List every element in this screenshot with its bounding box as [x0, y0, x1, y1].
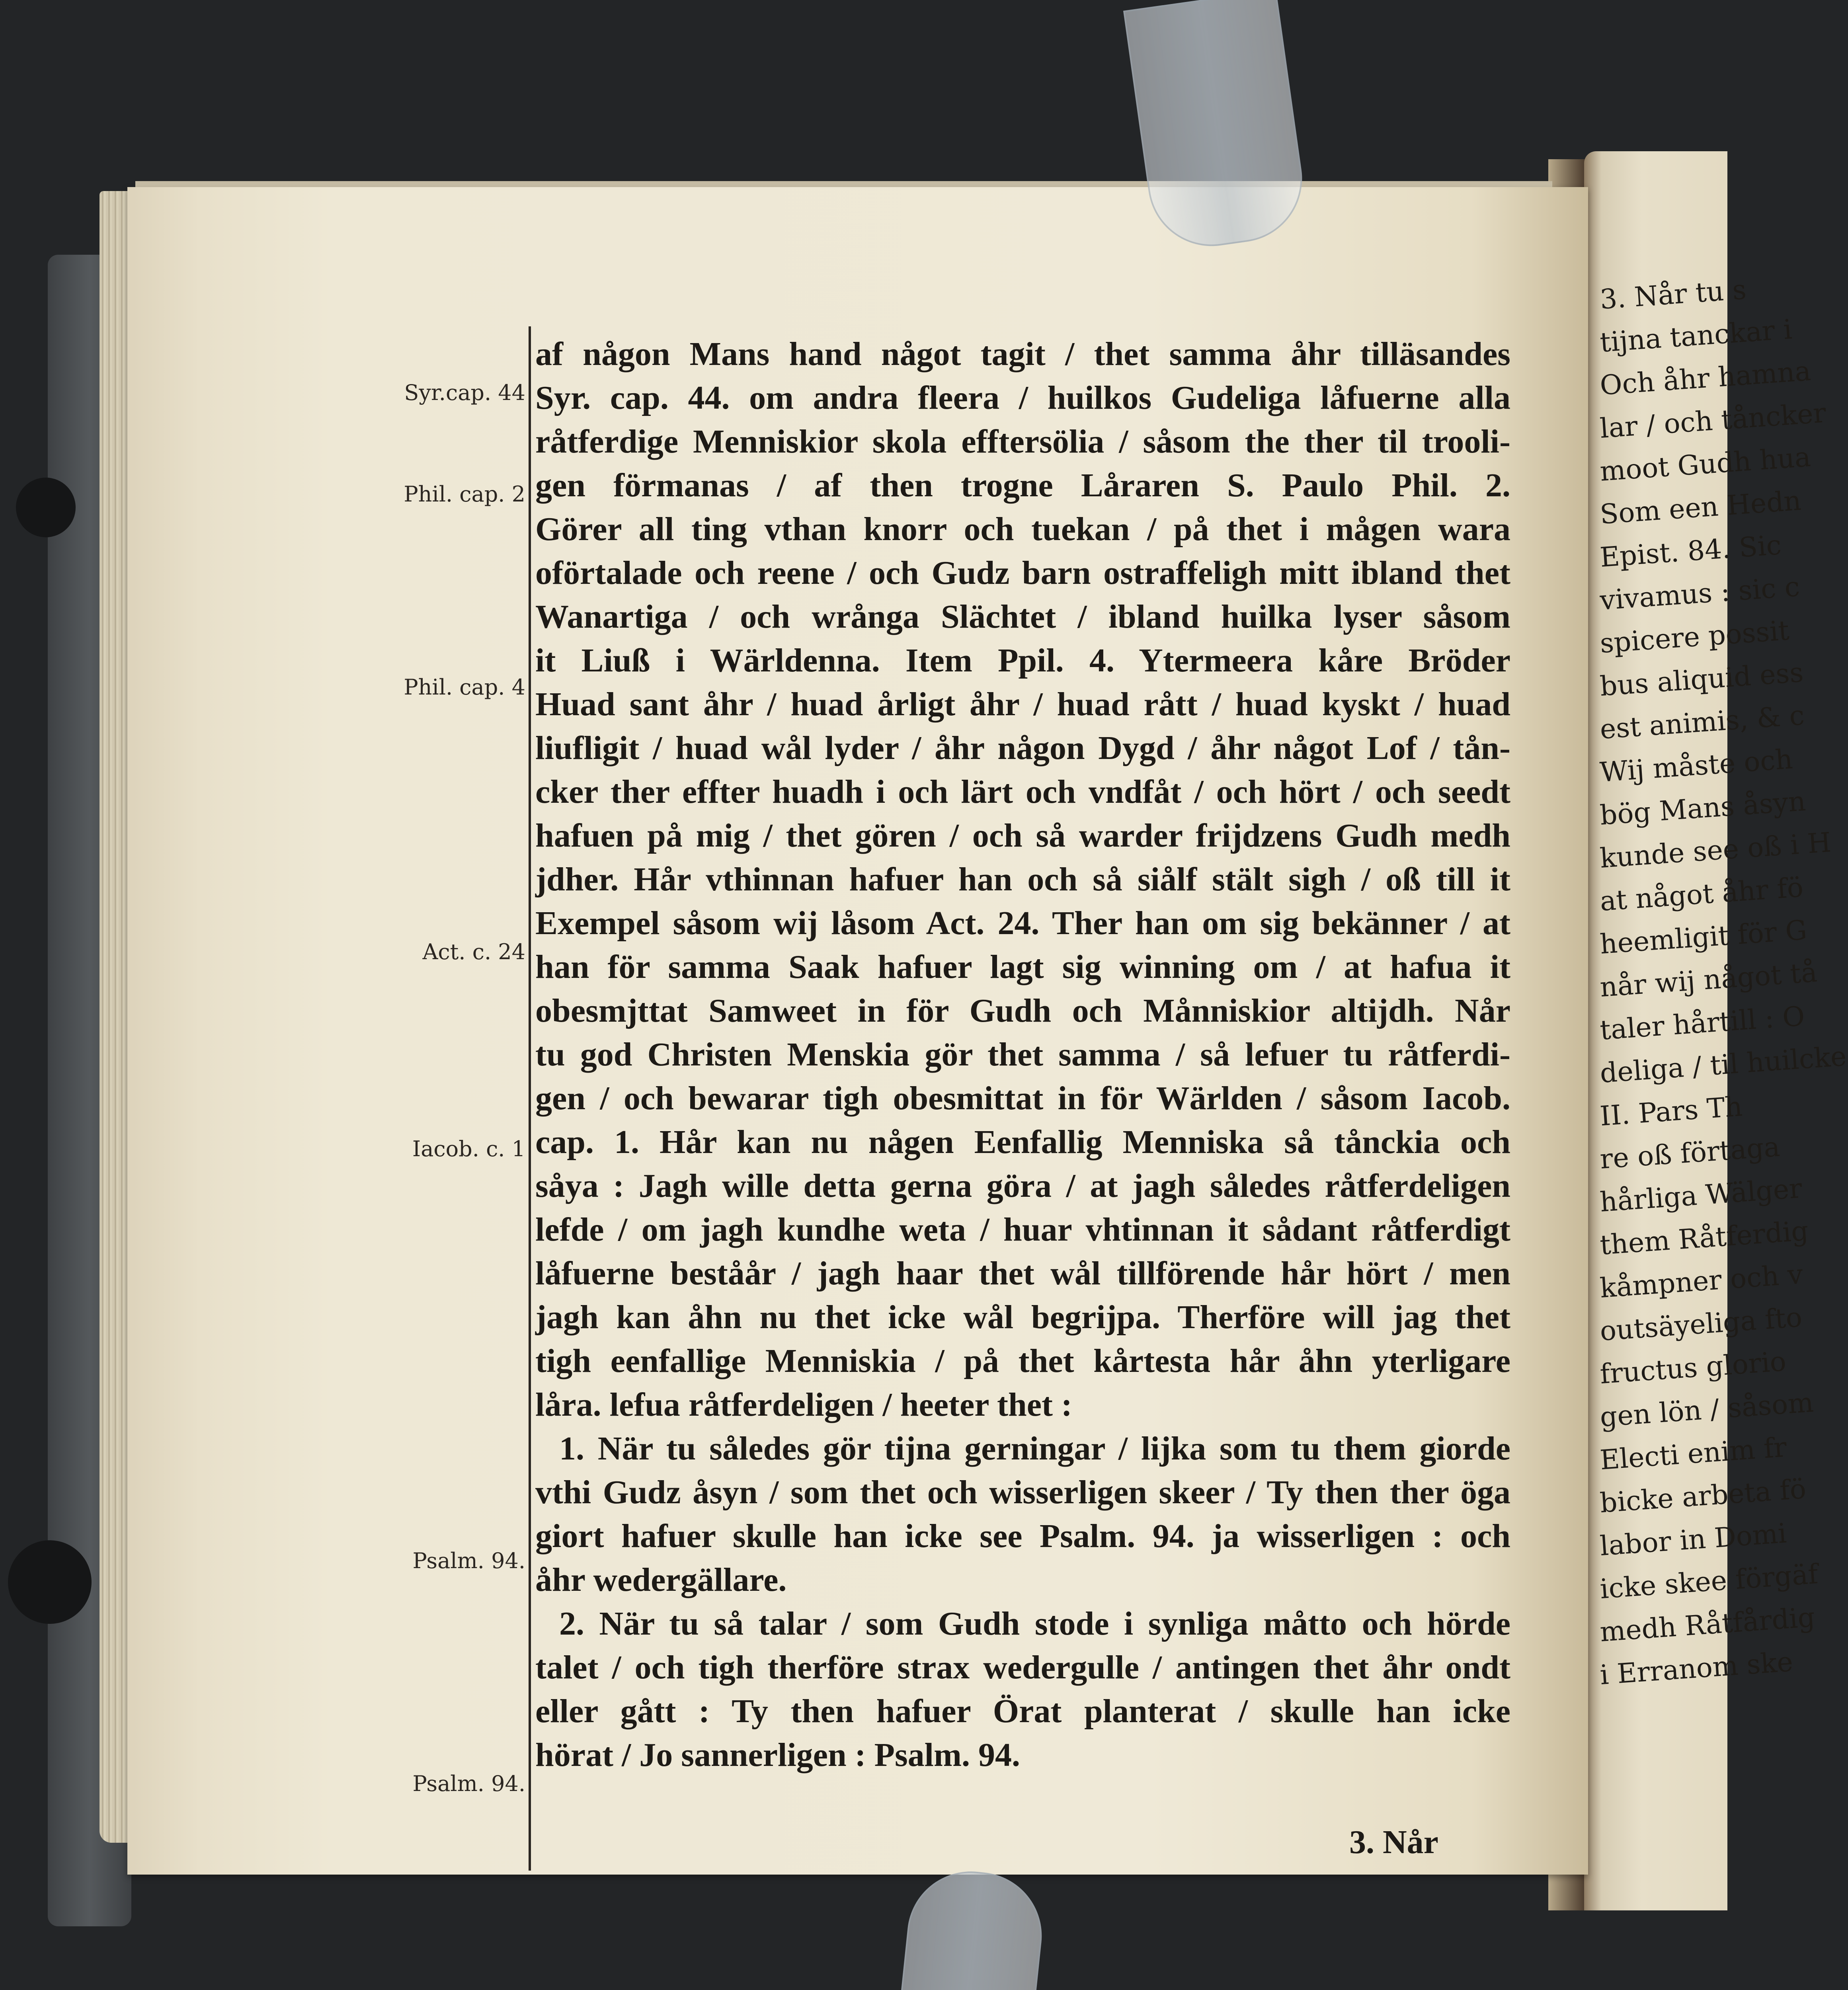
facing-line: Epist. 84. Sic [1599, 529, 1783, 574]
cradle-knob-top [16, 478, 76, 537]
facing-line: icke skee förgäf [1599, 1558, 1819, 1605]
text-line: gen / och bewarar tigh obesmittat in för Wärlden / såsom Iacob. [535, 1080, 1510, 1117]
text-line: cker ther effter huadh i och lärt och vndfåt / och hört / och seedt [535, 773, 1510, 810]
text-line: jdher. Hår vthinnan hafuer han och så siålf stält sigh / oß till it [535, 861, 1510, 898]
text-line: vthi Gudz åsyn / som thet och wisserligen skeer / Ty then ther öga [535, 1474, 1510, 1511]
margin-rule [529, 326, 531, 1871]
text-line: af någon Mans hand något tagit / thet samma åhr tilläsandes [535, 336, 1510, 373]
facing-line: Och åhr hamna [1599, 355, 1812, 402]
margin-note: Psalm. 94. [412, 1771, 525, 1796]
facing-line: II. Pars Th [1599, 1091, 1744, 1132]
facing-line: taler hårtill : O [1599, 1001, 1806, 1046]
margin-note: Syr.cap. 44 [404, 380, 525, 405]
text-line: gen förmanas / af then trogne Låraren S. Paulo Phil. 2. [535, 467, 1510, 504]
facing-line: hårliga Wälger [1599, 1173, 1803, 1218]
text-line: 1. När tu således gör tijna gerningar / lijka som tu them giorde [559, 1430, 1510, 1467]
text-line: oförtalade och reene / och Gudz barn ostraffeligh mitt ibland thet [535, 554, 1510, 591]
text-line: liufligit / huad wål lyder / åhr någon Dygd / åhr något Lof / tån- [535, 730, 1510, 767]
text-line: obesmjttat Samweet in för Gudh och Månniskior altijdh. Når [535, 992, 1510, 1029]
text-line: eller gått : Ty then hafuer Örat planterat / skulle han icke [535, 1693, 1510, 1730]
facing-line: re oß förtaga [1599, 1131, 1781, 1175]
text-line: Syr. cap. 44. om andra fleera / huilkos Gudeliga låfuerne alla [535, 379, 1510, 416]
margin-note: Act. c. 24 [422, 939, 525, 964]
facing-page-text [1599, 274, 1848, 1697]
facing-line: lar / och tåncker [1599, 397, 1827, 445]
facing-line: kunde see oß i H [1599, 827, 1832, 874]
facing-line: Som een Hedn [1599, 485, 1802, 531]
facing-line: vivamus : sic c [1599, 571, 1801, 617]
facing-line: i Erranom ske [1599, 1646, 1794, 1691]
facing-line: moot Gudh hua [1599, 441, 1812, 488]
facing-line: labor in Domi [1599, 1518, 1788, 1562]
facing-line: them Råtferdig [1599, 1215, 1810, 1261]
facing-line: gen lön / såsom [1599, 1387, 1815, 1433]
text-line: Huad sant åhr / huad årligt åhr / huad rått / huad kyskt / huad [535, 686, 1510, 723]
facing-line: medh Råtfårdig [1599, 1602, 1816, 1648]
text-line: råtferdige Menniskior skola efftersölia / såsom the ther til trooli- [535, 423, 1510, 460]
text-line: åhr wedergällare. [535, 1561, 787, 1598]
facing-line: Electi enim fr [1599, 1432, 1788, 1476]
text-line: Exempel såsom wij låsom Act. 24. Ther han om sig bekänner / at [535, 905, 1510, 942]
text-line: talet / och tigh therföre strax wedergulle / antingen thet åhr ondt [535, 1649, 1510, 1686]
facing-line: heemligit för G [1599, 914, 1808, 960]
facing-line: Wij måste och [1599, 743, 1794, 788]
page-clip-bottom [884, 1865, 1048, 1990]
catchword: 3. Når [1349, 1824, 1438, 1861]
facing-line: est animis, & c [1599, 700, 1806, 745]
facing-page [1584, 151, 1848, 1910]
facing-line: fructus glorio [1599, 1346, 1788, 1390]
text-line: låfuerne beståår / jagh haar thet wål tillförende hår hört / men [535, 1255, 1510, 1292]
text-line: jagh kan åhn nu thet icke wål begrijpa. Therföre will jag thet [535, 1299, 1510, 1336]
facing-line: når wij något tå [1599, 956, 1819, 1003]
margin-note: Iacob. c. 1 [412, 1136, 525, 1161]
text-line: tu god Christen Menskia gör thet samma / så lefuer tu råtferdi- [535, 1036, 1510, 1073]
text-line: hafuen på mig / thet gören / och så warder frijdzens Gudh medh [535, 817, 1510, 854]
facing-line: tijna tanckar i [1599, 314, 1793, 359]
text-line: låra. lefua råtferdeligen / heeter thet : [535, 1386, 1072, 1423]
margin-note: Phil. cap. 4 [404, 675, 525, 700]
text-line: Görer all ting vthan knorr och tuekan / på thet i mågen wara [535, 511, 1510, 548]
cradle-knob-bottom [8, 1540, 92, 1624]
text-line: Wanartiga / och wrånga Slächtet / ibland huilka lyser såsom [535, 598, 1510, 635]
margin-note: Psalm. 94. [412, 1548, 525, 1573]
margin-note: Phil. cap. 2 [404, 482, 525, 507]
text-line: cap. 1. Hår kan nu någen Eenfallig Menniska så tånckia och [535, 1124, 1510, 1161]
text-line: såya : Jagh wille detta gerna göra / at jagh således råtferdeligen [535, 1167, 1510, 1204]
text-line: 2. När tu så talar / som Gudh stode i synliga måtto och hörde [559, 1605, 1510, 1642]
facing-line: 3. Når tu s [1599, 274, 1748, 316]
facing-line: spicere possit [1599, 615, 1790, 659]
text-line: giort hafuer skulle han icke see Psalm. 94. ja wisserligen : och [535, 1518, 1510, 1555]
facing-line: at något åhr fö [1599, 872, 1805, 917]
text-line: hörat / Jo sannerligen : Psalm. 94. [535, 1736, 1020, 1773]
facing-line: bus aliquid ess [1599, 657, 1805, 702]
text-line: han för samma Saak hafuer lagt sig winning om / at hafua it [535, 948, 1510, 985]
facing-line: bicke arbeta fö [1599, 1473, 1807, 1519]
facing-line: deliga / til huilcke [1599, 1040, 1848, 1089]
facing-line: bög Mans åsyn [1599, 785, 1807, 831]
text-line: lefde / om jagh kundhe weta / huar vhtinnan it sådant råtferdigt [535, 1211, 1510, 1248]
text-line: tigh eenfallige Menniskia / på thet kårtesta hår åhn yterligare [535, 1342, 1510, 1379]
facing-line: kåmpner och v [1599, 1258, 1804, 1304]
text-line: it Liuß i Wärldenna. Item Ppil. 4. Ytermeera kåre Bröder [535, 642, 1510, 679]
facing-line: outsäyeliga fto [1599, 1301, 1803, 1347]
